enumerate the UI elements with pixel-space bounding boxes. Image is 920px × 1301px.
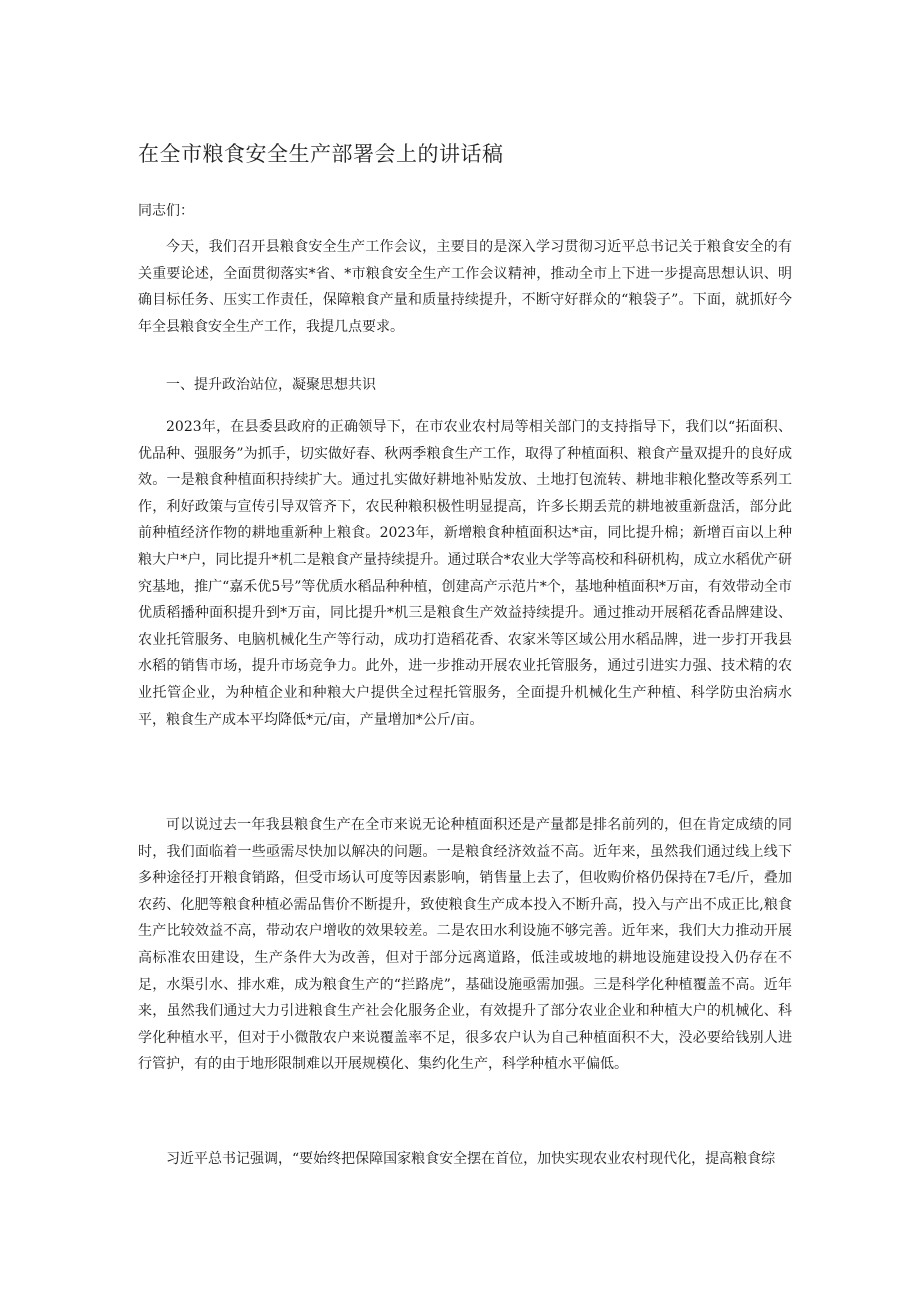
salutation: 同志们：	[138, 203, 194, 219]
section-heading-1: 一、提升政治站位，凝聚思想共识	[166, 377, 376, 393]
body-paragraph-1: 2023年，在县委县政府的正确领导下，在市农业农村局等相关部门的支持指导下，我们以“拓面积、优品种、强服务”为抓手，切实做好春、秋两季粮食生产工作，取得了种植面积、粮食产量双提升的良好成效。一是粮食种植面积持续扩大。通过扎实做好耕地补贴发放、土地打包流转、耕地非粮化整改等系列工作，利好政策与宣传引导双管齐下，农民种粮积极性明显提高，许多长期丢荒的耕地被重新盘活，部分此前种植经济作物的耕地重新种上粮食。2023年，新增粮食种植面积达*亩，同比提升棉；新增百亩以上种粮大户*户，同比提升*机二是粮食产量持续提升。通过联合*农业大学等高校和科研机构，成立水稻优产研究基地，推广“嘉禾优5号”等优质水稻品种种植，创建高产示范片*个，基地种植面积*万亩，有效带动全市优质稻播种面积提升到*万亩，同比提升*机三是粮食生产效益持续提升。通过推动开展稻花香品牌建设、农业托管服务、电脑机械化生产等行动，成功打造稻花香、农家米等区域公用水稻品牌，进一步打开我县水稻的销售市场，提升市场竞争力。此外，进一步推动开展农业托管服务，通过引进实力强、技术精的农业托管企业，为种植企业和种粮大户提供全过程托管服务，全面提升机械化生产种植、科学防虫治病水平，粮食生产成本平均降低*元/亩，产量增加*公斤/亩。	[138, 419, 792, 728]
intro-paragraph: 今天，我们召开县粮食安全生产工作会议，主要目的是深入学习贯彻习近平总书记关于粮食安全的有关重要论述，全面贯彻落实*省、*市粮食安全生产工作会议精神，推动全市上下进一步提高思想认识、明确目标任务、压实工作责任，保障粮食产量和质量持续提升，不断守好群众的“粮袋子”。下面，就抓好今年全县粮食安全生产工作，我提几点要求。	[138, 239, 792, 335]
body-paragraph-3: 习近平总书记强调，“要始终把保障国家粮食安全摆在首位，加快实现农业农村现代化，提高粮食综	[166, 1151, 776, 1167]
page-title: 在全市粮食安全生产部署会上的讲话稿	[138, 142, 504, 166]
body-paragraph-2: 可以说过去一年我县粮食生产在全市来说无论种植面积还是产量都是排名前列的，但在肯定成绩的同时，我们面临着一些亟需尽快加以解决的问题。一是粮食经济效益不高。近年来，虽然我们通过线上线下多种途径打开粮食销路，但受市场认可度等因素影响，销售量上去了，但收购价格仍保持在7毛/斤，叠加农药、化肥等粮食种植必需品售价不断提升，致使粮食生产成本投入不断升高，投入与产出不成正比,粮食生产比较效益不高，带动农户增收的效果较差。二是农田水利设施不够完善。近年来，我们大力推动开展高标准农田建设，生产条件大为改善，但对于部分远离道路，低洼或坡地的耕地设施建设投入仍存在不足，水渠引水、排水难，成为粮食生产的“拦路虎”，基础设施亟需加强。三是科学化种植覆盖不高。近年来，虽然我们通过大力引进粮食生产社会化服务企业，有效提升了部分农业企业和种植大户的机械化、科学化种植水平，但对于小微散农户来说覆盖率不足，很多农户认为自己种植面积不大，没必要给钱别人进行管护，有的由于地形限制难以开展规模化、集约化生产，科学种植水平偏低。	[138, 817, 792, 1073]
